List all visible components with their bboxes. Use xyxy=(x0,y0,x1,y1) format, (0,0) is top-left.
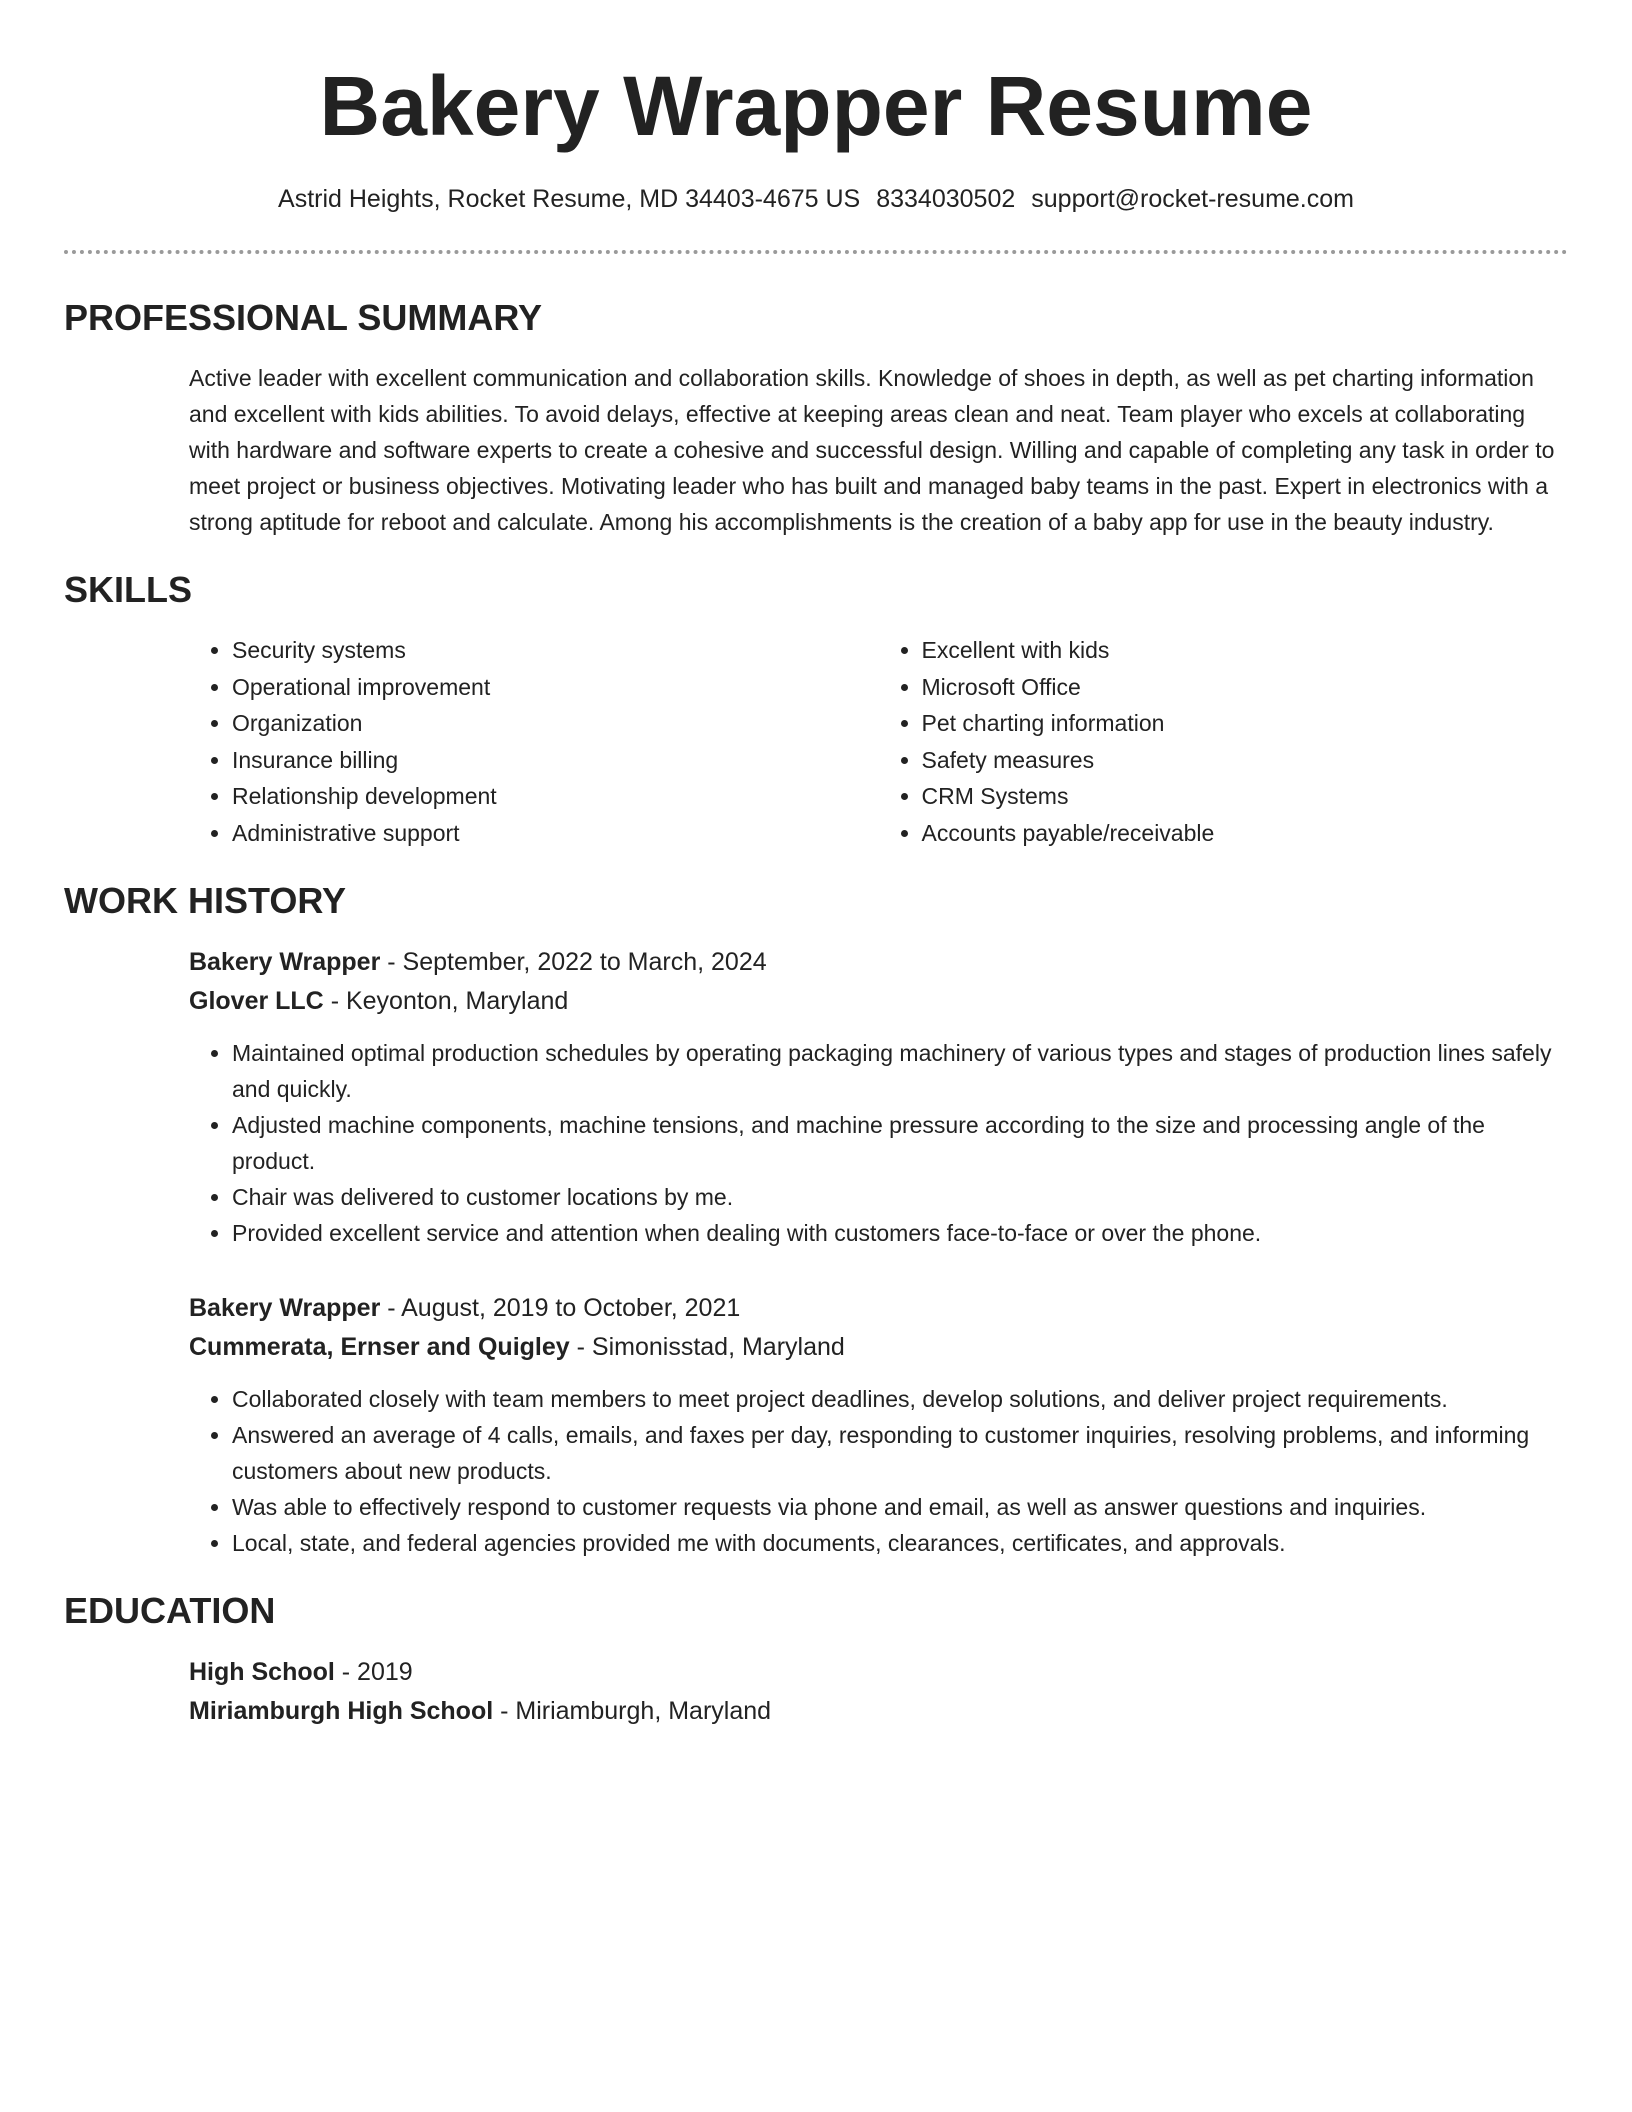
job-company-line xyxy=(189,1328,1568,1367)
skills-heading: SKILLS xyxy=(64,569,193,610)
skills-grid xyxy=(189,632,1568,851)
contact-line xyxy=(64,182,1568,216)
job-location: - Simonisstad, Maryland xyxy=(569,1333,845,1361)
job-company: Cummerata, Ernser and Quigley xyxy=(189,1333,570,1361)
work-body xyxy=(189,943,1568,1561)
skills-list-left xyxy=(189,632,879,851)
job-title-line xyxy=(189,1289,1568,1328)
skill-item: • Operational improvement xyxy=(232,669,879,706)
skill-item: • Organization xyxy=(232,705,879,742)
job-bullet: • Adjusted machine components, machine tensions, and machine pressure according to the size and processing angle of the product. xyxy=(232,1107,1568,1179)
skill-item: • Safety measures xyxy=(922,742,1569,779)
job-title: Bakery Wrapper xyxy=(189,948,381,976)
skill-item: • Administrative support xyxy=(232,815,879,852)
job-bullets xyxy=(189,1035,1568,1251)
summary-text: Active leader with excellent communication and collaboration skills. Knowledge of shoes in depth, as well as pet charting information and excellent with kids abilities. To avoid delays, effective at keeping areas clean and neat. Team player who excels at collaborating with hardware and software experts to create a cohesive and successful design. Willing and capable of completing any task in order to meet project or business objectives. Motivating leader who has built and managed baby teams in the past. Expert in electronics with a strong aptitude for reboot and calculate. Among his accomplishments is the creation of a baby app for use in the beauty industry. xyxy=(189,365,1555,535)
job-bullet: • Chair was delivered to customer locations by me. xyxy=(232,1179,1568,1215)
education-body xyxy=(189,1653,1568,1731)
work-heading: WORK HISTORY xyxy=(64,880,347,921)
education-year: - 2019 xyxy=(334,1658,413,1686)
job-bullet: • Was able to effectively respond to customer requests via phone and email, as well as answer questions and inquiries. xyxy=(232,1489,1568,1525)
skills-list-right xyxy=(879,632,1569,851)
contact-phone: 8334030502 xyxy=(876,185,1016,213)
skill-item: • Accounts payable/receivable xyxy=(922,815,1569,852)
education-school-line xyxy=(189,1692,1568,1731)
skill-item: • Pet charting information xyxy=(922,705,1569,742)
job-entry xyxy=(189,943,1568,1251)
work-section xyxy=(64,879,1568,1561)
job-company: Glover LLC xyxy=(189,987,324,1015)
header-divider xyxy=(64,250,1568,254)
job-entry xyxy=(189,1289,1568,1561)
job-bullet: • Local, state, and federal agencies provided me with documents, clearances, certificates, and approvals. xyxy=(232,1525,1568,1561)
job-title-line xyxy=(189,943,1568,982)
education-location: - Miriamburgh, Maryland xyxy=(493,1697,772,1725)
contact-email: support@rocket-resume.com xyxy=(1031,185,1354,213)
education-degree-line xyxy=(189,1653,1568,1692)
education-school: Miriamburgh High School xyxy=(189,1697,494,1725)
education-degree: High School xyxy=(189,1658,335,1686)
education-heading: EDUCATION xyxy=(64,1590,276,1631)
skill-item: • Microsoft Office xyxy=(922,669,1569,706)
education-section xyxy=(64,1589,1568,1731)
skill-item: • Insurance billing xyxy=(232,742,879,779)
job-bullet: • Collaborated closely with team members to meet project deadlines, develop solutions, and deliver project requirements. xyxy=(232,1381,1568,1417)
job-dates: - August, 2019 to October, 2021 xyxy=(380,1294,741,1322)
job-bullet: • Provided excellent service and attention when dealing with customers face-to-face or over the phone. xyxy=(232,1215,1568,1251)
contact-address: Astrid Heights, Rocket Resume, MD 34403-4675 US xyxy=(278,185,861,213)
skill-item: • Relationship development xyxy=(232,778,879,815)
skill-item: • Security systems xyxy=(232,632,879,669)
resume-title: Bakery Wrapper Resume xyxy=(319,59,1313,153)
job-bullet: • Maintained optimal production schedules by operating packaging machinery of various types and stages of production lines safely and quickly. xyxy=(232,1035,1568,1107)
job-bullets xyxy=(189,1381,1568,1561)
skill-item: • CRM Systems xyxy=(922,778,1569,815)
job-bullet: • Answered an average of 4 calls, emails, and faxes per day, responding to customer inquiries, resolving problems, and informing customers about new products. xyxy=(232,1417,1568,1489)
job-dates: - September, 2022 to March, 2024 xyxy=(380,948,767,976)
job-location: - Keyonton, Maryland xyxy=(323,987,569,1015)
skills-section xyxy=(64,568,1568,851)
job-company-line xyxy=(189,982,1568,1021)
skill-item: • Excellent with kids xyxy=(922,632,1569,669)
summary-section xyxy=(64,296,1568,540)
job-title: Bakery Wrapper xyxy=(189,1294,381,1322)
summary-heading: PROFESSIONAL SUMMARY xyxy=(64,297,543,338)
